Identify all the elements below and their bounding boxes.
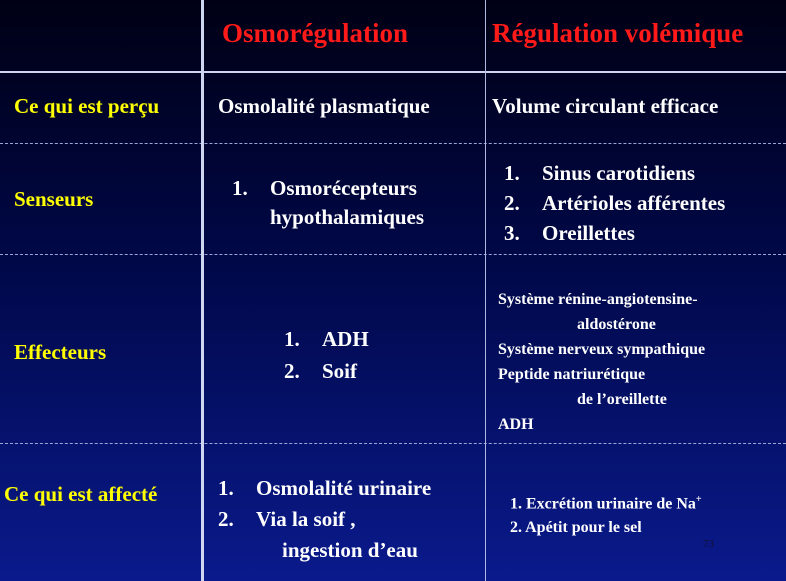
column-divider-2 <box>485 0 486 581</box>
list-item <box>504 218 725 248</box>
list-item-cont: ingestion d’eau <box>282 538 418 562</box>
effecteurs-volemic-list <box>498 287 705 437</box>
senseurs-volemic-list <box>504 158 725 248</box>
list-text: Oreillettes <box>542 221 635 245</box>
column-divider-1 <box>201 0 204 581</box>
list-item <box>510 488 702 516</box>
effecteur-line: Peptide natriurétique <box>498 366 646 383</box>
list-item <box>504 158 725 188</box>
list-item <box>218 504 431 535</box>
list-number: 2. <box>284 359 300 383</box>
percu-osmo: Osmolalité plasmatique <box>218 94 430 118</box>
list-number: 1. <box>284 327 300 351</box>
list-text: Via la soif , <box>256 507 356 531</box>
page-number: 73 <box>703 538 714 550</box>
list-text: Artérioles afférentes <box>542 191 726 215</box>
percu-volemic: Volume circulant efficace <box>492 94 719 118</box>
list-item <box>504 188 725 218</box>
row-divider-1 <box>0 143 786 144</box>
list-text: 1. Excrétion urinaire de Na <box>510 495 696 513</box>
list-text: Sinus carotidiens <box>542 161 696 185</box>
effecteur-line: Système nerveux sympathique <box>498 341 706 358</box>
effecteur-line: ADH <box>498 416 534 433</box>
superscript-plus: + <box>695 494 702 505</box>
list-number: 1. <box>218 476 234 500</box>
list-number: 2. <box>504 191 520 215</box>
header-divider <box>0 71 786 73</box>
senseurs-osmo-list <box>232 174 424 232</box>
effecteur-line: Système rénine-angiotensine- <box>498 291 698 308</box>
list-text: ADH <box>322 327 369 351</box>
row-label-effecteurs: Effecteurs <box>14 340 107 364</box>
effecteurs-osmo-list <box>284 323 369 387</box>
list-text: Osmolalité urinaire <box>256 476 432 500</box>
row-divider-2 <box>0 254 786 255</box>
effecteur-line: aldostérone <box>577 316 656 333</box>
list-number: 1. <box>504 161 520 185</box>
list-number: 2. <box>218 507 234 531</box>
row-label-percu: Ce qui est perçu <box>14 94 160 118</box>
list-item <box>218 473 431 504</box>
affecte-volemic-list <box>510 488 702 540</box>
list-number: 1. <box>232 176 248 200</box>
list-text: Soif <box>322 359 358 383</box>
affecte-osmo-list <box>218 473 431 566</box>
row-label-senseurs: Senseurs <box>14 187 94 211</box>
list-item <box>284 323 369 355</box>
list-number: 3. <box>504 221 520 245</box>
senseurs-osmo-item-cont: hypothalamiques <box>270 205 425 229</box>
row-divider-3 <box>0 443 786 444</box>
row-label-affecte: Ce qui est affecté <box>4 482 158 506</box>
effecteur-line: de l’oreillette <box>577 391 667 408</box>
senseurs-osmo-item <box>232 174 424 203</box>
header-osmoregulation: Osmorégulation <box>222 18 408 48</box>
list-item: 2. Apétit pour le sel <box>510 519 642 537</box>
list-text: Osmorécepteurs <box>270 176 417 200</box>
list-item <box>284 355 369 387</box>
header-volemic-regulation: Régulation volémique <box>492 18 744 48</box>
